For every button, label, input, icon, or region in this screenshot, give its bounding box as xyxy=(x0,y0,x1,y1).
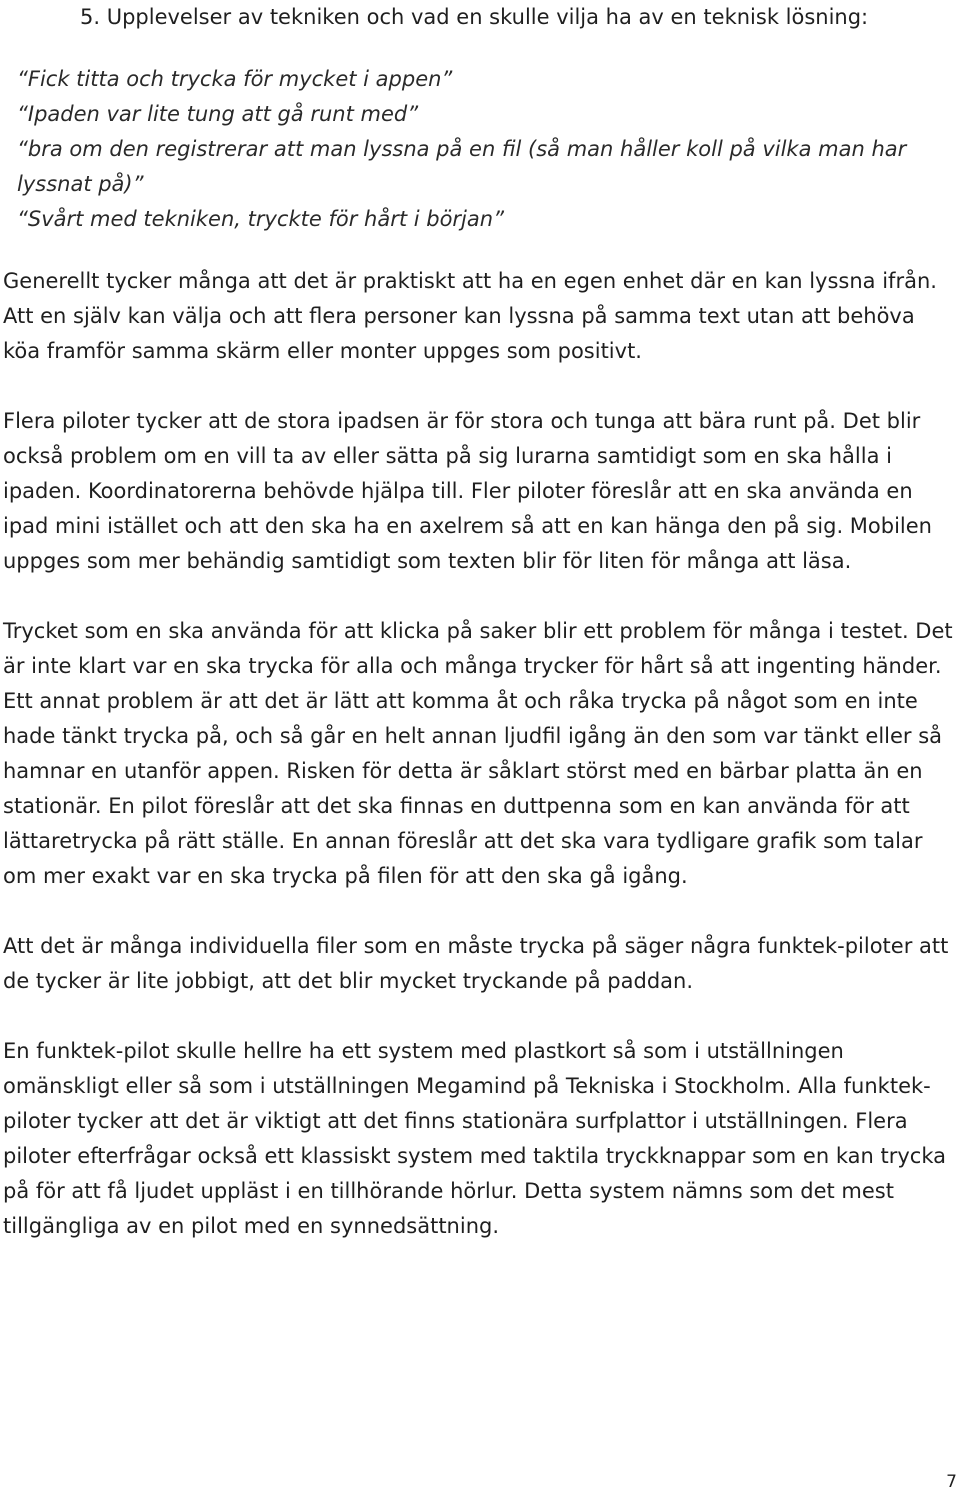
section-heading: 5. Upplevelser av tekniken och vad en skulle vilja ha av en teknisk lösning: xyxy=(80,5,869,29)
quote-1: “Fick titta och trycka för mycket i appen” xyxy=(17,67,453,91)
quote-3: “bra om den registrerar att man lyssna på en fil (så man håller koll på vilka man har lyssnat på)” xyxy=(17,137,907,196)
paragraph-3: Trycket som en ska använda för att klicka på saker blir ett problem för många i testet. Det är inte klart var en ska trycka för alla och många trycker för hårt så att ingenting händer. Ett annat problem är att det är lätt att komma åt och råka trycka på något som en inte hade tänkt trycka på, och så går en helt annan ljudfil igång än den som var tänkt eller så hamnar en utanför appen. Risken för detta är såklart störst med en bärbar platta än en stationär. En pilot föreslår att det ska finnas en duttpenna som en kan använda för att lättaretrycka på rätt ställe. En annan föreslår att det ska vara tydligare grafik som talar om mer exakt var en ska trycka på filen för att den ska gå igång. xyxy=(3,619,953,888)
document-page xyxy=(3,0,955,1244)
quote-list xyxy=(3,62,955,237)
paragraph-4: Att det är många individuella filer som en måste trycka på säger några funktek-piloter att de tycker är lite jobbigt, att det blir mycket tryckande på paddan. xyxy=(3,934,949,993)
paragraph-2: Flera piloter tycker att de stora ipadsen är för stora och tunga att bära runt på. Det blir också problem om en vill ta av eller sätta på sig lurarna samtidigt som en ska hålla i ipaden. Koordinatorerna behövde hjälpa till. Fler piloter föreslår att en ska använda en ipad mini istället och att den ska ha en axelrem så att en kan hänga den på sig. Mobilen uppges som mer behändig samtidigt som texten blir för liten för många att läsa. xyxy=(3,409,932,573)
page-number: 7 xyxy=(946,1472,957,1492)
paragraph-5: En funktek-pilot skulle hellre ha ett system med plastkort så som i utställningen omänskligt eller så som i utställningen Megamind på Tekniska i Stockholm. Alla funktek-piloter tycker att det är viktigt att det finns stationära surfplattor i utställningen. Flera piloter efterfrågar också ett klassiskt system med taktila tryckknappar som en kan trycka på för att få ljudet uppläst i en tillhörande hörlur. Detta system nämns som det mest tillgängliga av en pilot med en synnedsättning. xyxy=(3,1039,946,1238)
quote-2: “Ipaden var lite tung att gå runt med” xyxy=(17,102,419,126)
quote-4: “Svårt med tekniken, tryckte för hårt i början” xyxy=(17,207,504,231)
paragraph-1: Generellt tycker många att det är praktiskt att ha en egen enhet där en kan lyssna ifrån. Att en själv kan välja och att flera personer kan lyssna på samma text utan att behöva köa framför samma skärm eller monter uppges som positivt. xyxy=(3,269,937,363)
